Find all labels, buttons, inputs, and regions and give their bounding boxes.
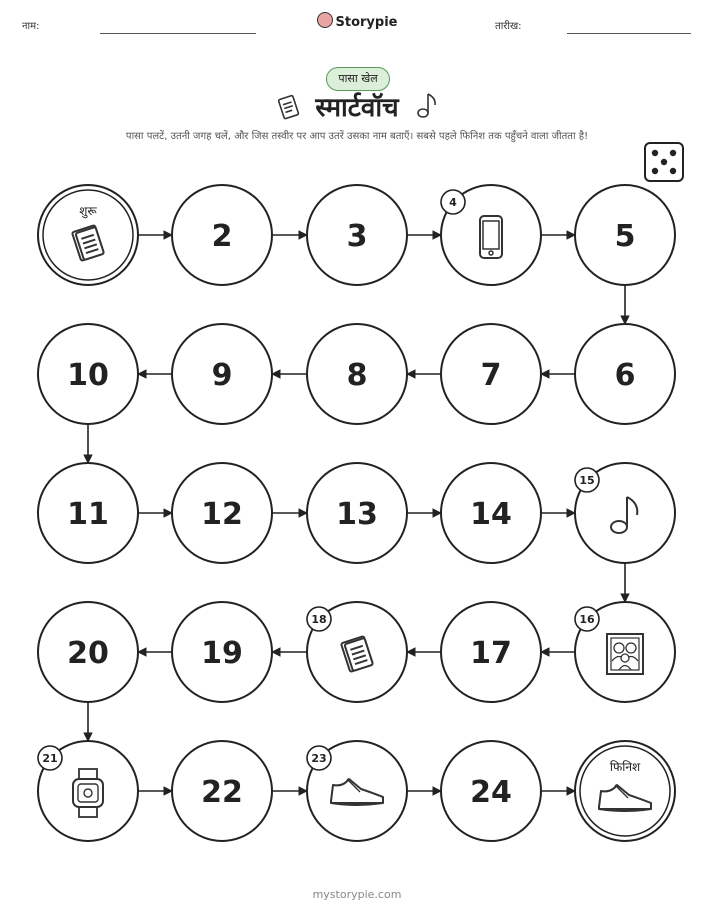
cell-number-badge: 16 bbox=[579, 613, 595, 626]
footer-url: mystorypie.com bbox=[312, 888, 402, 901]
cell-number: 19 bbox=[201, 636, 243, 671]
board-cell-25 bbox=[575, 741, 675, 841]
brand-name: Storypie bbox=[335, 15, 398, 30]
cell-number-badge: 15 bbox=[579, 474, 595, 487]
cell-number: 7 bbox=[480, 358, 502, 393]
cell-number: 6 bbox=[614, 358, 636, 393]
cell-number-badge: 18 bbox=[311, 613, 327, 626]
cell-number: 8 bbox=[346, 358, 368, 393]
board-cell-11 bbox=[38, 463, 138, 563]
board-cell-5 bbox=[575, 185, 675, 285]
cell-number-badge: 4 bbox=[449, 196, 457, 209]
game-type-badge: पासा खेल bbox=[326, 67, 390, 91]
name-label: नाम: bbox=[22, 21, 40, 32]
board-cell-17 bbox=[441, 602, 541, 702]
board-cell-19 bbox=[172, 602, 272, 702]
board-cell-13 bbox=[307, 463, 407, 563]
cell-number-badge: 23 bbox=[311, 752, 327, 765]
board-cell-8 bbox=[307, 324, 407, 424]
board-cell-14 bbox=[441, 463, 541, 563]
cell-number: 24 bbox=[470, 775, 512, 810]
board-cell-7 bbox=[441, 324, 541, 424]
board-cell-16 bbox=[575, 602, 675, 702]
board-cell-10 bbox=[38, 324, 138, 424]
board-cell-12 bbox=[172, 463, 272, 563]
board-cell-20 bbox=[38, 602, 138, 702]
cell-number: 20 bbox=[67, 636, 109, 671]
smartphone-icon bbox=[480, 216, 502, 258]
cell-number: 22 bbox=[201, 775, 243, 810]
board-cell-15 bbox=[575, 463, 675, 563]
board-cell-18 bbox=[307, 602, 407, 702]
cell-label: फिनिश bbox=[609, 760, 641, 774]
board-cell-1 bbox=[38, 185, 138, 285]
family-photo-icon bbox=[607, 634, 643, 674]
cell-number: 17 bbox=[470, 636, 512, 671]
cell-number: 10 bbox=[67, 358, 109, 393]
board-cell-6 bbox=[575, 324, 675, 424]
cell-number: 13 bbox=[336, 497, 378, 532]
cell-number: 3 bbox=[346, 219, 368, 254]
board-cell-4 bbox=[441, 185, 541, 285]
board-cell-9 bbox=[172, 324, 272, 424]
cell-label: शुरू bbox=[79, 204, 97, 218]
board-cell-2 bbox=[172, 185, 272, 285]
cell-number: 2 bbox=[211, 219, 233, 254]
cell-number: 9 bbox=[211, 358, 233, 393]
instructions: पासा पलटें, उतनी जगह चलें, और जिस तस्वीर पर आप उतरें उसका नाम बताएँ। सबसे पहले फिनिश तक पहुँचने वाला जीतता है! bbox=[125, 131, 589, 142]
date-label: तारीख: bbox=[495, 21, 522, 32]
cell-number: 12 bbox=[201, 497, 243, 532]
cell-number-badge: 21 bbox=[42, 752, 58, 765]
cell-number: 11 bbox=[67, 497, 109, 532]
board-cell-23 bbox=[307, 741, 407, 841]
board-cell-3 bbox=[307, 185, 407, 285]
board-cell-24 bbox=[441, 741, 541, 841]
dice-icon bbox=[645, 143, 683, 181]
cell-number: 5 bbox=[614, 219, 636, 254]
board-cell-21 bbox=[38, 741, 138, 841]
board-cell-22 bbox=[172, 741, 272, 841]
cell-number: 14 bbox=[470, 497, 512, 532]
page-title: स्मार्टवॉच bbox=[315, 93, 399, 123]
